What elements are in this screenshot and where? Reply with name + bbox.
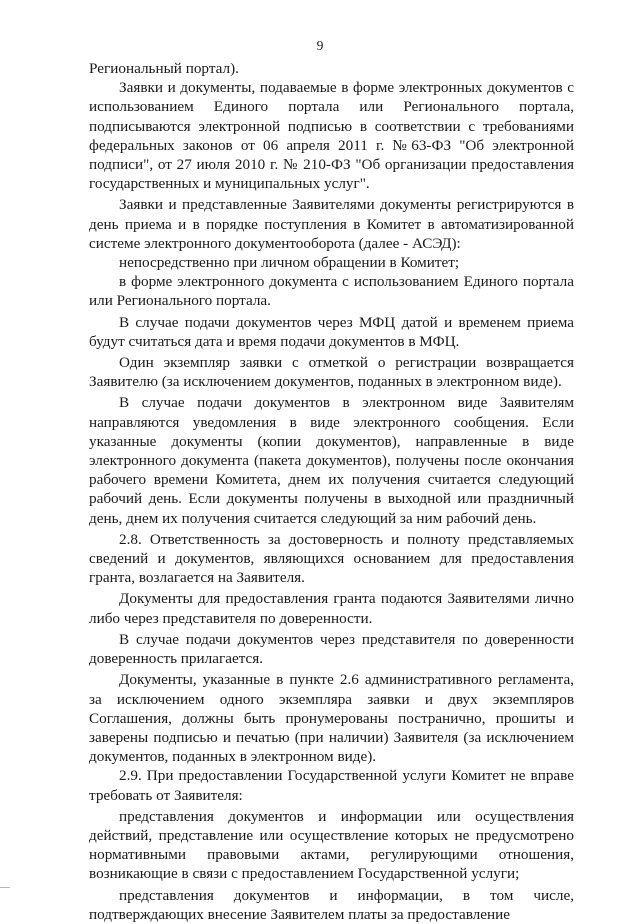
paragraph: В случае подачи документов через представителя по доверенности доверенность прилагается. [89,630,574,668]
paragraph: 2.9. При предоставлении Государственной услуги Комитет не вправе требовать от Заявителя: [89,767,574,804]
scan-edge-mark [0,887,10,888]
paragraph: Документы для предоставления гранта подаются Заявителями лично либо через представителя по доверенности. [89,590,574,627]
paragraph: Региональный портал). [89,60,239,77]
page-number: 9 [316,38,324,53]
paragraph: 2.8. Ответственность за достоверность и полноту представляемых сведений и документов, являющихся основанием для предоставления гранта, возлагается на Заявителя. [89,530,574,587]
paragraph: непосредственно при личном обращении в Комитет; [119,254,460,272]
paragraph: Заявки и документы, подаваемые в форме электронных документов с использованием Единого портала или Регионального портала, подписываются электронной подписью в соответствии с требованиями федеральных законов от 06 апреля 2011 г. №63-ФЗ "Об электронной подписи", от 27 июля 2010 г. № 210-ФЗ "Об организации предоставления государственных и муниципальных услуг". [89,79,574,193]
paragraph: Документы, указанные в пункте 2.6 административного регламента, за исключением одного экземпляра заявки и двух экземпляров Соглашения, должны быть пронумерованы постранично, прошиты и заверены подписью и печатью (при наличии) Заявителя (за исключением документов, поданных в электронном виде). [89,671,574,766]
paragraph: Один экземпляр заявки с отметкой о регистрации возвращается Заявителю (за исключением документов, поданных в электронном виде). [89,354,574,391]
paragraph: представления документов и информации, в том числе, подтверждающих внесение Заявителем платы за предоставление [89,886,574,923]
paragraph: представления документов и информации или осуществления действий, представление или осуществление которых не предусмотрено нормативными правовыми актами, регулирующими отношения, возникающие в связи с предоставлением Государственной услуги; [89,807,574,883]
paragraph: Заявки и представленные Заявителями документы регистрируются в день приема и в порядке поступления в Комитет в автоматизированной системе электронного документооборота (далее - АСЭД): [89,196,574,252]
paragraph: В случае подачи документов через МФЦ датой и временем приема будут считаться дата и время подачи документов в МФЦ. [89,313,574,350]
paragraph: В случае подачи документов в электронном виде Заявителям направляются уведомления в виде электронного сообщения. Если указанные документы (копии документов), направленные в виде электронного документа (пакета документов), получены после окончания рабочего времени Комитета, днем их получения считается следующий рабочий день. Если документы получены в выходной или праздничный день, днем их получения считается следующий за ним рабочий день. [89,394,574,527]
paragraph: в форме электронного документа с использованием Единого портала или Регионального портала. [89,273,574,310]
document-body [89,59,574,924]
